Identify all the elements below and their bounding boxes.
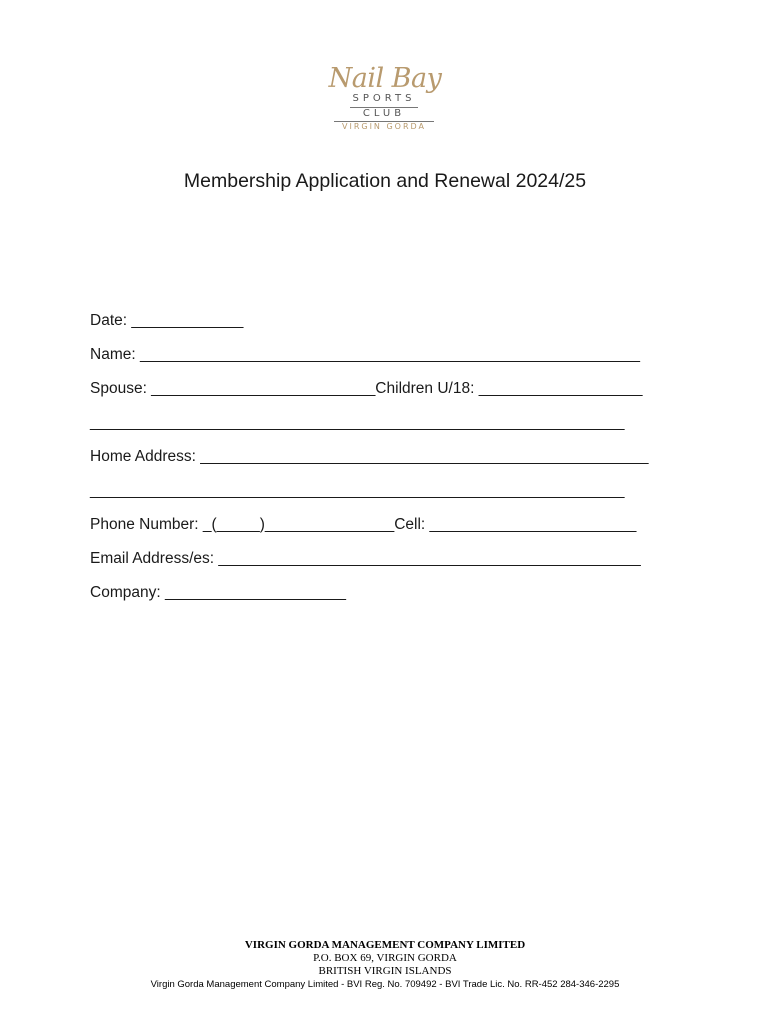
- logo-club-text: CLUB: [362, 108, 406, 119]
- footer-legal-text: Virgin Gorda Management Company Limited - BVI Reg. No. 709492 - BVI Trade Lic. No. RR-452 284-346-2295: [150, 979, 620, 990]
- email-field[interactable]: Email Address/es: _________________________________________________: [90, 550, 641, 567]
- phone-cell-field[interactable]: Phone Number: _(_____)_______________Cell: ________________________: [90, 516, 637, 533]
- page-title: Membership Application and Renewal 2024/25: [183, 170, 587, 192]
- spouse-children-field[interactable]: Spouse: __________________________Children U/18: ___________________: [90, 380, 643, 397]
- children-continuation-line[interactable]: ______________________________________________________________: [90, 414, 625, 431]
- club-logo: [320, 62, 448, 136]
- company-field[interactable]: Company: _____________________: [90, 584, 346, 601]
- page-footer: [0, 939, 770, 991]
- home-address-continuation-line[interactable]: ______________________________________________________________: [90, 482, 625, 499]
- footer-address-line: P.O. BOX 69, VIRGIN GORDA: [313, 952, 457, 964]
- logo-sports-text: SPORTS: [352, 93, 416, 104]
- date-field[interactable]: Date: _____________: [90, 312, 244, 329]
- logo-location-text: VIRGIN GORDA: [341, 122, 427, 131]
- footer-company-name: VIRGIN GORDA MANAGEMENT COMPANY LIMITED: [244, 939, 526, 951]
- home-address-field[interactable]: Home Address: ____________________________________________________: [90, 448, 649, 465]
- footer-address-line: BRITISH VIRGIN ISLANDS: [318, 965, 452, 977]
- name-field[interactable]: Name: __________________________________________________________: [90, 346, 640, 363]
- logo-script-text: Nail Bay: [328, 63, 442, 94]
